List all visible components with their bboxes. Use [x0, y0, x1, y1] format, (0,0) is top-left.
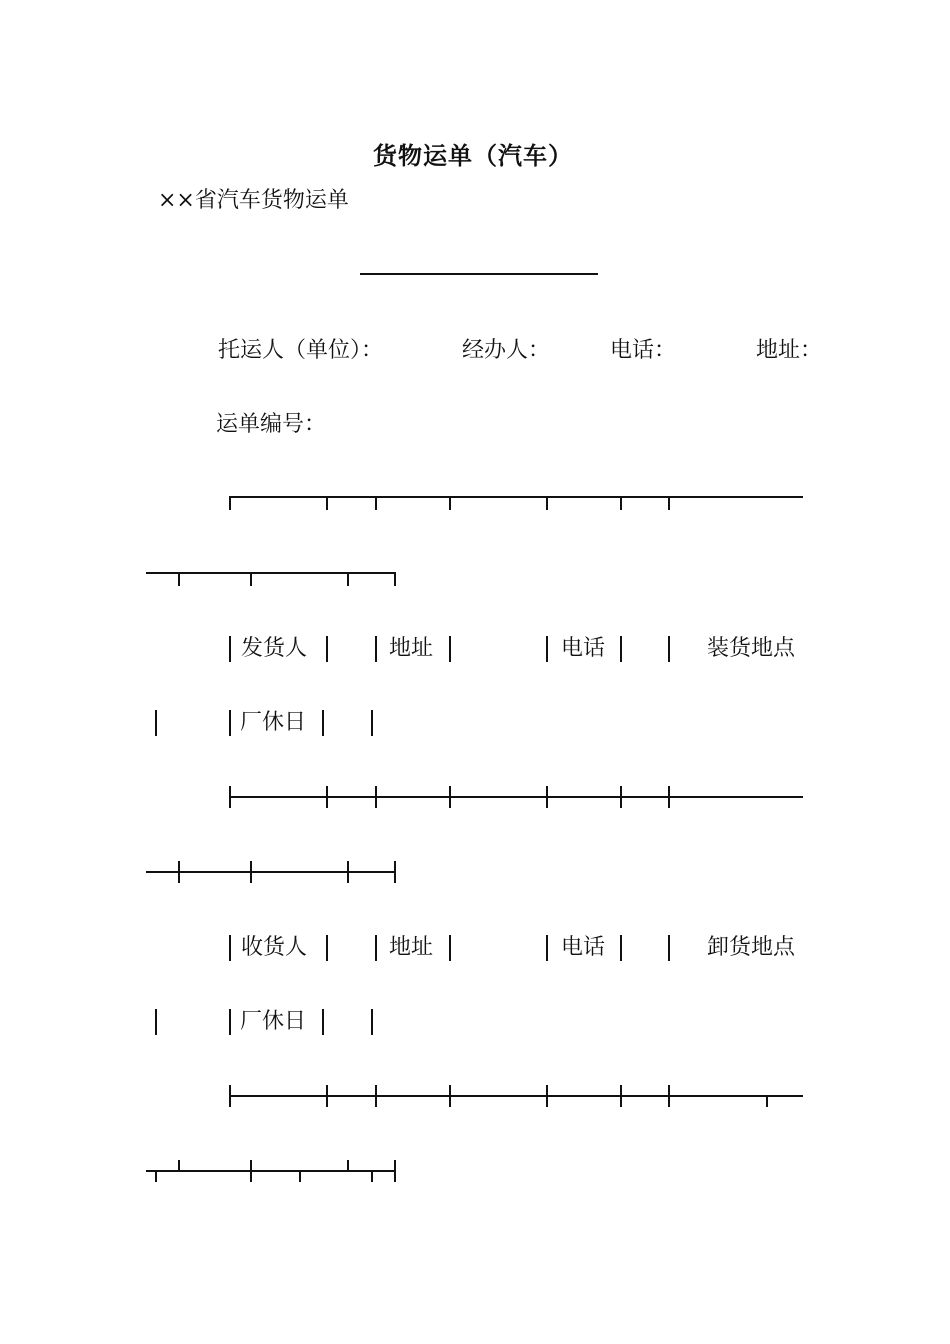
row-separator	[229, 796, 803, 798]
table-top-tick	[375, 496, 377, 510]
receiver-label: 收货人	[241, 935, 308, 960]
separator-cross	[546, 786, 548, 808]
cell-border	[546, 935, 548, 961]
sender-factory-rest-label: 厂休日	[240, 710, 307, 735]
separator-tick-down	[299, 1170, 301, 1182]
cell-border	[229, 710, 231, 736]
separator-cross	[250, 861, 252, 883]
table-top-tick	[178, 572, 180, 586]
cell-border	[229, 1009, 231, 1035]
separator-cross	[449, 1085, 451, 1107]
table-top-tick	[546, 496, 548, 510]
separator-cross	[449, 786, 451, 808]
phone-label: 电话：	[610, 338, 677, 363]
cell-border	[668, 636, 670, 662]
separator-cross	[229, 786, 231, 808]
table-top-tick	[620, 496, 622, 510]
receiver-factory-rest-label: 厂休日	[240, 1009, 307, 1034]
separator-cross	[375, 1085, 377, 1107]
waybill-number-label: 运单编号：	[216, 412, 327, 437]
table-top-tick	[229, 496, 231, 510]
sender-label: 发货人	[241, 636, 308, 661]
cell-border	[229, 636, 231, 662]
separator-cross	[250, 1160, 252, 1182]
separator-cross	[347, 1160, 349, 1172]
loading-place-label: 装货地点	[707, 636, 796, 661]
separator-cross	[546, 1085, 548, 1107]
cell-border	[449, 636, 451, 662]
form-blank-line	[360, 273, 598, 275]
cell-border	[375, 935, 377, 961]
cell-border	[326, 636, 328, 662]
separator-cross	[668, 786, 670, 808]
table-top-tick	[449, 496, 451, 510]
table-top-border-wrap	[146, 572, 396, 574]
separator-cross	[375, 786, 377, 808]
separator-tick-down	[371, 1170, 373, 1182]
document-subtitle: ××省汽车货物运单	[158, 188, 349, 213]
row-separator-wrap	[146, 1170, 396, 1172]
cell-border	[155, 710, 157, 736]
separator-tick-down	[155, 1170, 157, 1182]
document-title: 货物运单（汽车）	[373, 141, 573, 170]
cell-border	[449, 935, 451, 961]
cell-border	[668, 935, 670, 961]
receiver-address-label: 地址	[389, 935, 434, 960]
separator-cross	[347, 861, 349, 883]
cell-border	[371, 710, 373, 736]
cell-border	[371, 1009, 373, 1035]
table-top-tick	[668, 496, 670, 510]
consignor-label: 托运人（单位）：	[218, 338, 384, 363]
unloading-place-label: 卸货地点	[707, 935, 796, 960]
row-separator	[229, 1095, 803, 1097]
table-top-tick	[250, 572, 252, 586]
separator-cross	[620, 786, 622, 808]
sender-address-label: 地址	[389, 636, 434, 661]
cell-border	[326, 935, 328, 961]
cell-border	[322, 710, 324, 736]
table-top-tick	[347, 572, 349, 586]
separator-cross	[229, 1085, 231, 1107]
cell-border	[155, 1009, 157, 1035]
cell-border	[229, 935, 231, 961]
cell-border	[375, 636, 377, 662]
separator-cross	[326, 786, 328, 808]
cell-border	[620, 935, 622, 961]
separator-cross	[394, 1160, 396, 1182]
table-top-corner	[394, 572, 396, 586]
separator-cross	[178, 861, 180, 883]
address-label: 地址：	[756, 338, 823, 363]
separator-cross	[620, 1085, 622, 1107]
table-top-border	[229, 496, 803, 498]
cell-border	[620, 636, 622, 662]
cell-border	[322, 1009, 324, 1035]
separator-tick-down	[766, 1095, 768, 1107]
separator-cross	[326, 1085, 328, 1107]
receiver-phone-label: 电话	[561, 935, 606, 960]
sender-phone-label: 电话	[561, 636, 606, 661]
table-top-tick	[326, 496, 328, 510]
cell-border	[546, 636, 548, 662]
separator-cross	[394, 861, 396, 883]
separator-cross	[668, 1085, 670, 1107]
handler-label: 经办人：	[462, 338, 551, 363]
separator-cross	[178, 1160, 180, 1172]
row-separator-wrap	[146, 871, 396, 873]
